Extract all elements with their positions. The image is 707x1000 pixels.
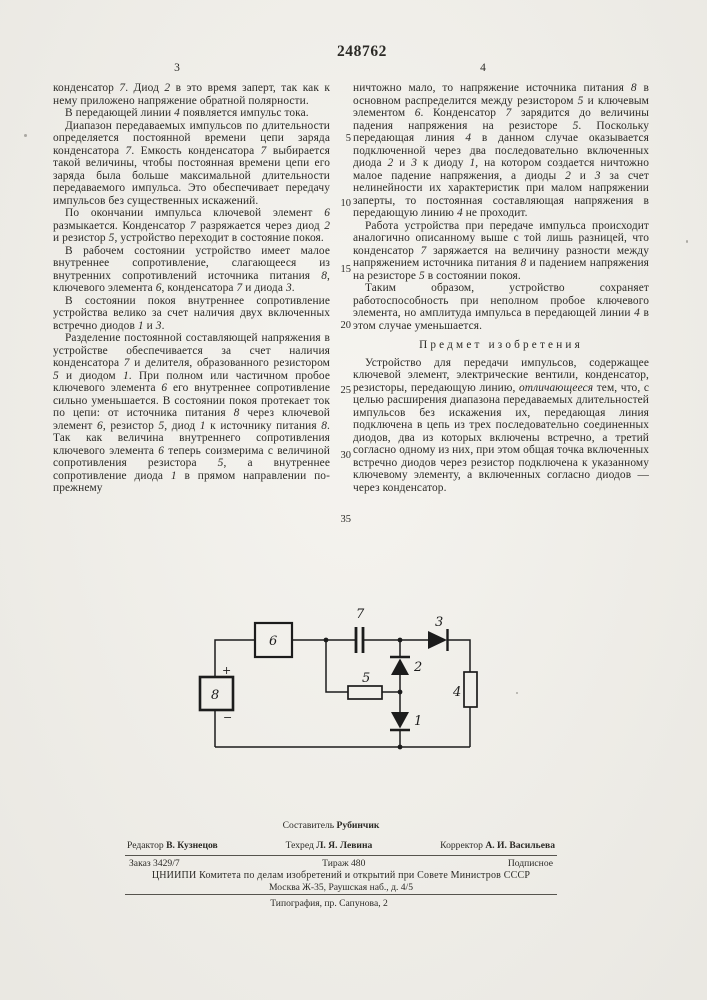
junction-dot xyxy=(398,638,403,643)
line-number-marker: 25 xyxy=(340,385,351,396)
address-line: Москва Ж-35, Раушская наб., д. 4/5 xyxy=(268,882,414,893)
diode-3-label: 3 xyxy=(435,615,444,630)
column-left xyxy=(53,82,330,495)
minus-sign: − xyxy=(223,711,233,724)
resistor-4-label: 4 xyxy=(453,685,462,700)
page-number-right: 4 xyxy=(480,62,486,74)
line-number-marker: 35 xyxy=(340,514,351,525)
junction-dot xyxy=(398,745,403,750)
wire xyxy=(326,640,348,692)
scan-speck xyxy=(24,134,27,137)
composer-name: Рубинчик xyxy=(336,820,380,831)
column-right xyxy=(353,82,649,494)
resistor-4 xyxy=(464,672,477,707)
paragraph: В передающей линии 4 появляется импульс тока. xyxy=(65,107,309,119)
patent-number: 248762 xyxy=(336,43,388,60)
paragraph: ничтожно мало, то напряжение источника питания 8 в основном распределится между резистором 5 и ключевым элементом 6. Конденсатор 7 зарядится до величины падения напряжения на резисторе 5. Поскольку передающая линия 4 в данном случае оказывается подключенной через два последовательно включенных диода 2 и 3 к диоду 1, на котором создается ничтожно малое падение напряжения, а диоды 2 и 3 за счет нелинейности их характеристик при малом напряжении заперты, то постоянная составляющая напряжения в передающую линию 4 не проходит. xyxy=(353,82,649,219)
circuit-figure xyxy=(170,600,500,770)
subscription: Подписное xyxy=(507,858,553,869)
paragraph: По окончании импульса ключевой элемент 6 размыкается. Конденсатор 7 разряжается через диод 2 и резистор 5, устройство переходит в состояние покоя. xyxy=(53,207,330,244)
editor: Редактор В. Кузнецов xyxy=(127,840,218,851)
paragraph: Разделение постоянной составляющей напряжения в устройстве обеспечивается за счет наличия конденсатора 7 и делителя, образованного резистором 5 и диодом 1. При полном или частичном пробое ключевого элемента 6 его внутреннее сопротивление сильно уменьшается. В состоянии покоя протекает ток по цепи: от источника питания 8 через ключевой элемент 6, резистор 5, диод 1 к источнику питания 8. Так как величина внутреннего сопротивления ключевого элемента 6 теперь соизмерима с величиной сопротивления резистора 5, а внутреннее сопротивление диода 1 в прямом направлении по-прежнему xyxy=(53,332,330,494)
diode-1 xyxy=(390,712,410,730)
diode-2-label: 2 xyxy=(414,660,423,675)
paragraph: Таким образом, устройство сохраняет работоспособность при неполном пробое ключевого элемента, но амплитуда импульса в передающей линии 4 в этом случае уменьшается. xyxy=(353,282,649,332)
corrector: Корректор А. И. Васильева xyxy=(440,840,555,851)
order-line xyxy=(125,858,557,869)
paragraph: Диапазон передаваемых импульсов по длительности определяется постоянной времени цепи заряда конденсатора 7. Емкость конденсатора 7 выбирается такой величины, чтобы постоянная времени цепи его заряда была больше максимальной длительности передаваемого импульса. Это обеспечивает передачу импульсов без существенных искажений. xyxy=(53,119,330,207)
footer-rule xyxy=(125,855,557,856)
junction-dot xyxy=(398,690,403,695)
line-number-marker: 5 xyxy=(345,133,351,144)
claim-heading: Предмет изобретения xyxy=(419,339,583,351)
footer-rule xyxy=(125,894,557,895)
paragraph: конденсатор 7. Диод 2 в это время заперт, так как к нему приложено напряжение обратной полярности. xyxy=(53,82,330,107)
wire xyxy=(448,640,470,672)
composer-line xyxy=(115,820,547,831)
page-number-left: 3 xyxy=(174,62,180,74)
printer-line: Типография, пр. Сапунова, 2 xyxy=(270,898,388,909)
tirage: Тираж 480 xyxy=(322,858,366,869)
capacitor-label: 7 xyxy=(356,607,365,622)
key-element-label: 6 xyxy=(269,634,278,649)
diode-2 xyxy=(390,657,410,675)
line-number-marker: 30 xyxy=(340,450,351,461)
junction-dot xyxy=(324,638,329,643)
techred: Техред Л. Я. Левина xyxy=(285,840,373,851)
staff-line xyxy=(125,840,557,851)
order-number: Заказ 3429/7 xyxy=(129,858,180,869)
paragraph: Работа устройства при передаче импульса происходит аналогично описанному выше с той лишь разницей, что конденсатор 7 заряжается на величину разности между напряжением источника питания 8 и падением напряжения на резисторе 5 в состоянии покоя. xyxy=(353,219,650,282)
paragraph: В рабочем состоянии устройство имеет малое внутреннее сопротивление, слагающееся из внутренних сопротивлений источника питания 8, ключевого элемента 6, конденсатора 7 и диода 3. xyxy=(53,244,330,294)
diode-3 xyxy=(428,629,448,651)
line-number-marker: 15 xyxy=(340,264,351,275)
diode-1-label: 1 xyxy=(414,714,423,729)
line-number-marker: 20 xyxy=(340,320,351,331)
line-number-marker: 10 xyxy=(340,198,351,209)
battery-label: 8 xyxy=(211,688,220,703)
organization-line: ЦНИИПИ Комитета по делам изобретений и открытий при Совете Министров СССР xyxy=(151,870,531,881)
capacitor xyxy=(356,627,363,653)
scan-speck xyxy=(516,692,518,694)
plus-sign: + xyxy=(222,664,232,677)
resistor-5 xyxy=(348,686,382,699)
wire xyxy=(215,640,255,677)
scan-speck xyxy=(686,240,688,243)
paragraph: В состоянии покоя внутреннее сопротивление устройства велико за счет наличия двух включенных встречно диодов 1 и 3. xyxy=(53,294,330,332)
composer-role: Составитель xyxy=(282,820,335,831)
resistor-5-label: 5 xyxy=(362,671,371,686)
claim-paragraph: Устройство для передачи импульсов, содержащее ключевой элемент, электрические вентили, конденсатор, резисторы, передающую линию, отличающееся тем, что, с целью расширения диапазона передаваемых длительностей импульсов без искажения их, передающая линия подключена в цепь из трех последовательно соединенных диодов, два из которых включены встречно, а третий согласно одному из них, при этом общая точка включенных встречно диодов через резистор подключена к указанному ключевому элементу, а включенных согласно диодов — через конденсатор. xyxy=(353,356,649,494)
